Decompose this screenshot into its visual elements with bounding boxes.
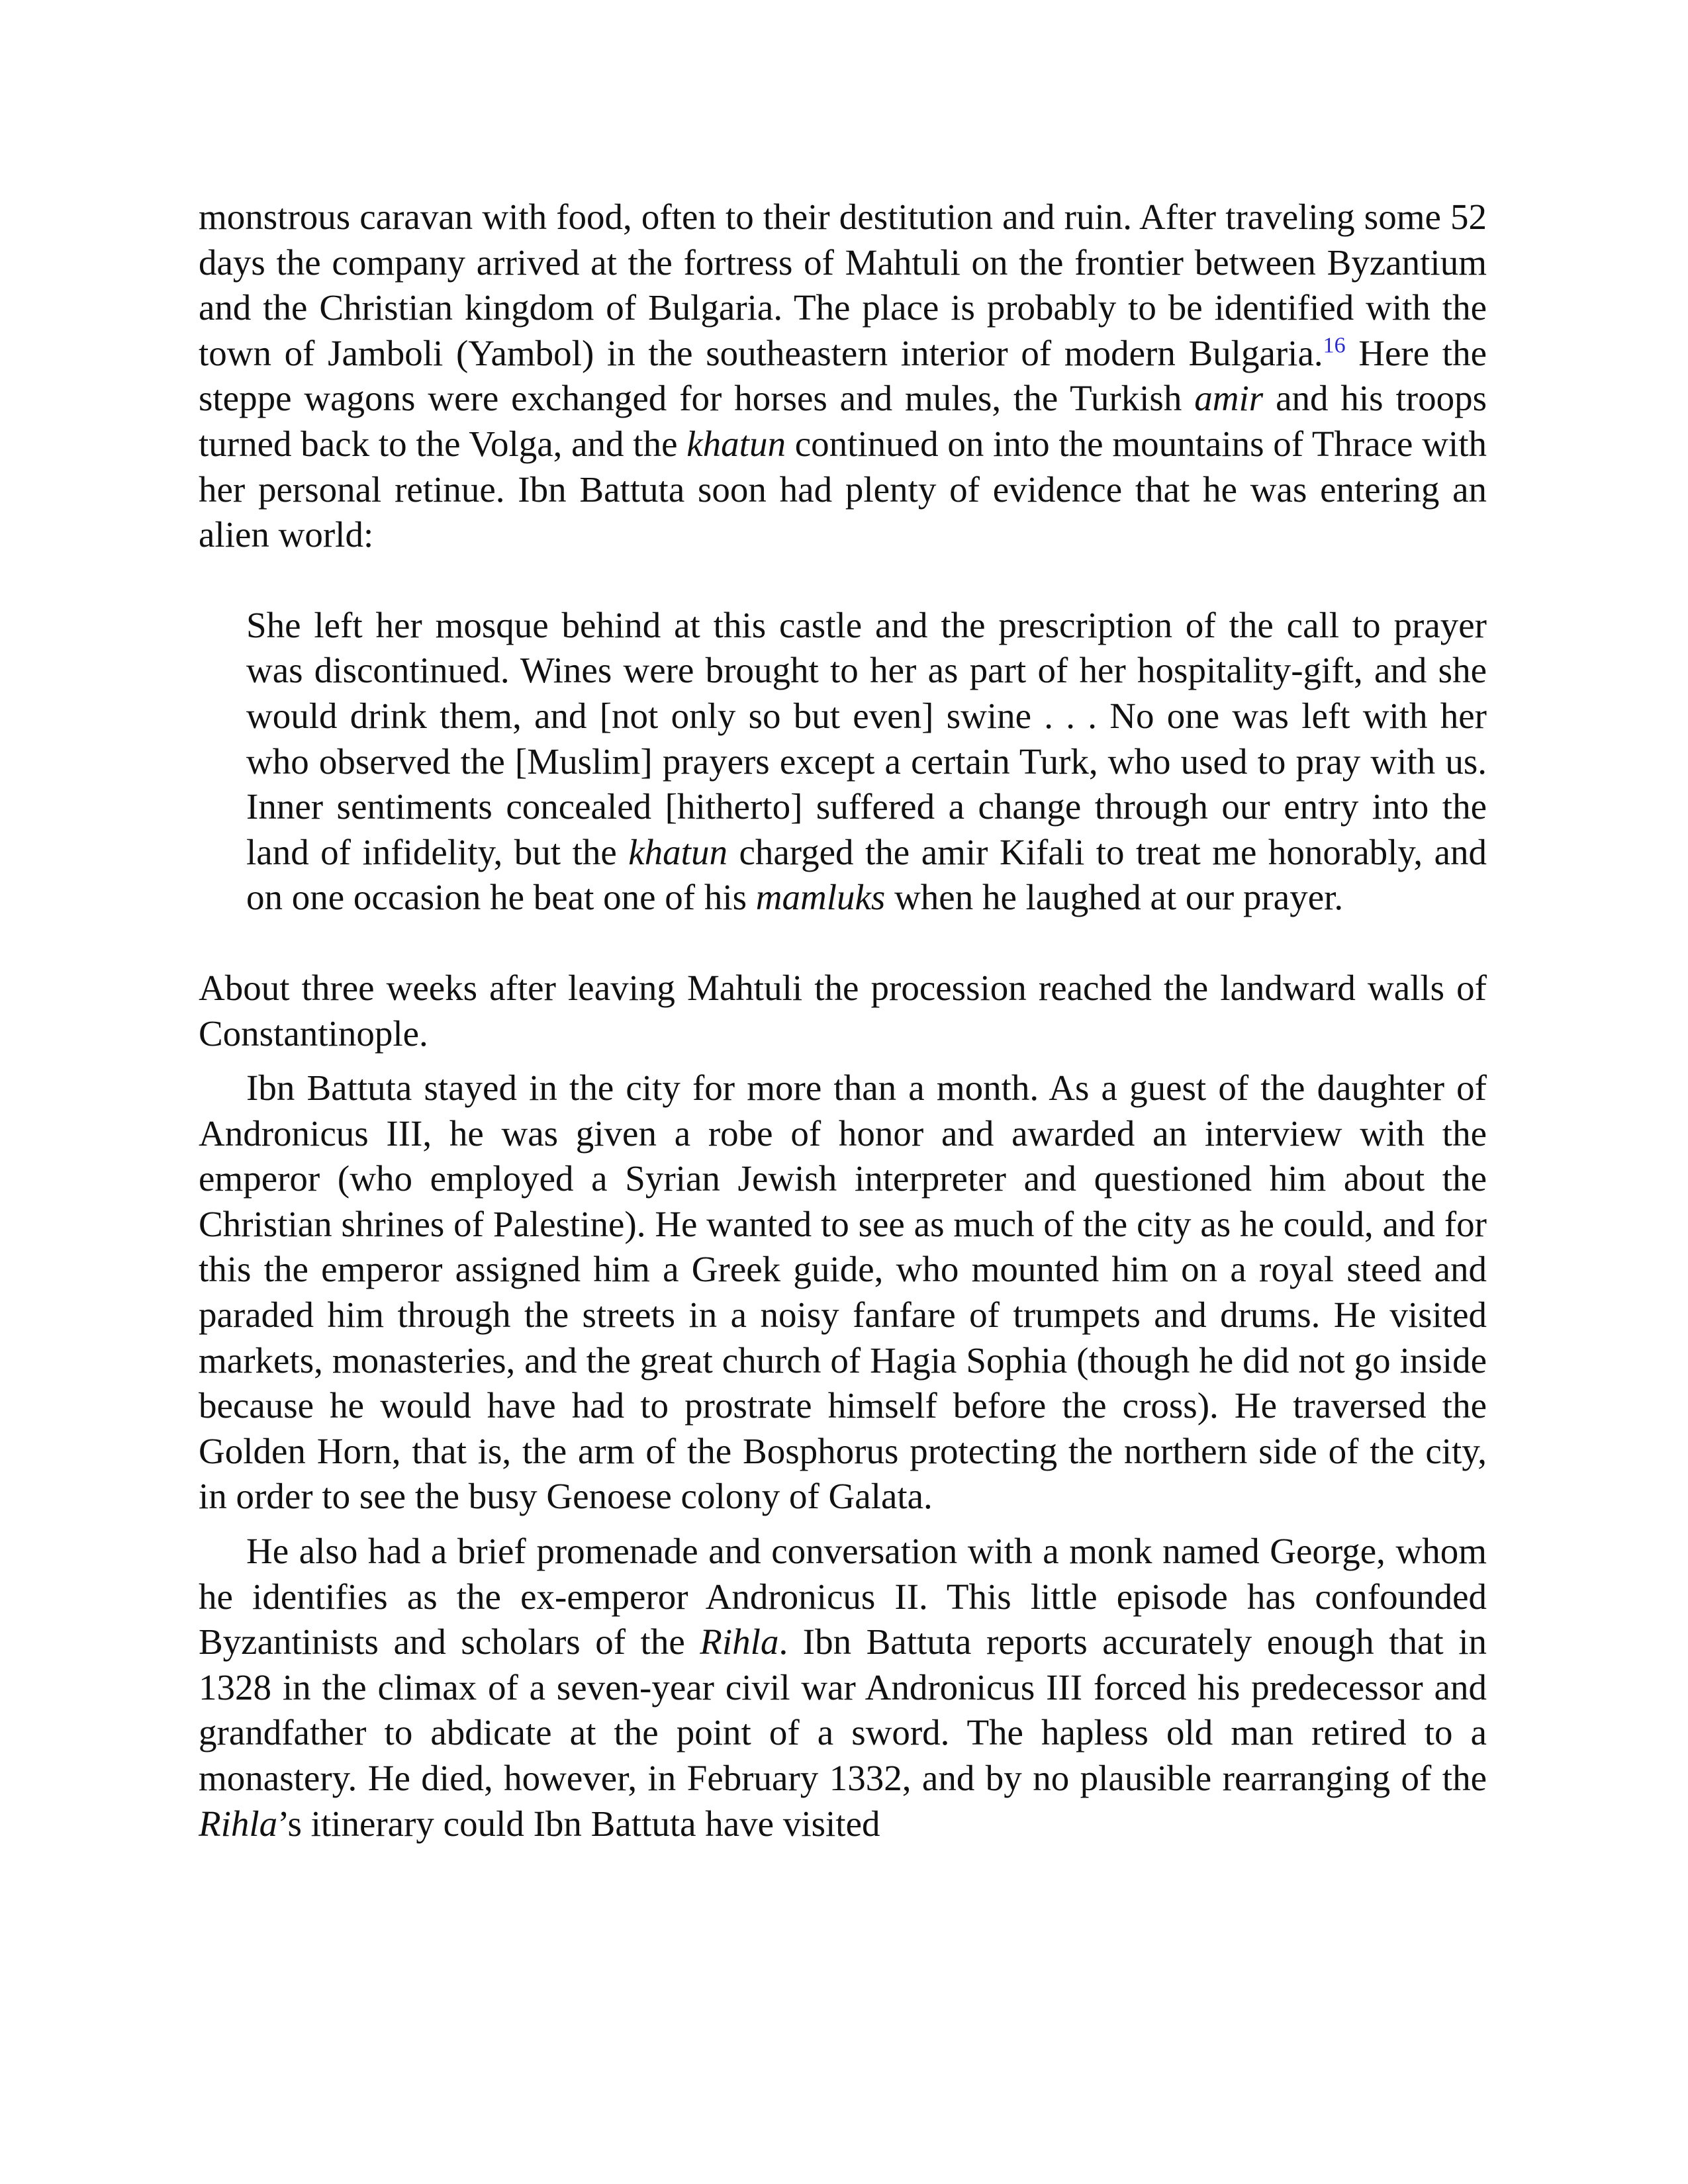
text-run: He also had a brief promenade and conversation with a monk named George, whom he identifies as the ex-emperor Andronicus II. This little episode has confounded Byzantinists and scholars of the: [199, 1531, 1487, 1662]
italic-term: mamluks: [755, 877, 886, 918]
paragraph-arrival: About three weeks after leaving Mahtuli the procession reached the landward walls of Constantinople.: [199, 967, 1487, 1054]
footnote-reference-link[interactable]: 16: [1323, 333, 1346, 358]
text-run: . Ibn Battuta reports accurately enough that in 1328 in the climax of a seven-year civil war Andronicus III forced his predecessor and grandfather to abdicate at the point of a sword. The hapless old man retired to a monastery. He died, however, in February 1332, and by no plausible rearranging of the: [199, 1621, 1487, 1798]
italic-term: khatun: [686, 423, 786, 464]
text-run: Here the steppe wagons were exchanged for horses and mules, the Turkish: [199, 332, 1487, 419]
paragraph-caravan: [199, 195, 1487, 558]
italic-term: Rihla: [700, 1621, 779, 1662]
text-run: ’s itinerary could Ibn Battuta have visited: [277, 1803, 880, 1844]
paragraph-andronicus: [199, 1529, 1487, 1846]
italic-term: khatun: [628, 831, 727, 872]
page-body: [199, 195, 1487, 1846]
block-quotation: [246, 603, 1487, 921]
text-run: continued on into the mountains of Thrace with her personal retinue. Ibn Battuta soon had plenty of evidence that he was entering an alien world:: [199, 423, 1487, 555]
text-run: when he laughed at our prayer.: [885, 877, 1344, 918]
italic-term: Rihla: [199, 1803, 278, 1844]
paragraph-constantinople-stay: Ibn Battuta stayed in the city for more than a month. As a guest of the daughter of Andronicus III, he was given a robe of honor and awarded an interview with the emperor (who employed a Syrian Jewish interpreter and questioned him about the Christian shrines of Palestine). He wanted to see as much of the city as he could, and for this the emperor assigned him a Greek guide, who mounted him on a royal steed and paraded him through the streets in a noisy fanfare of trumpets and drums. He visited markets, monasteries, and the great church of Hagia Sophia (though he did not go inside because he would have had to prostrate himself before the cross). He traversed the Golden Horn, that is, the arm of the Bosphorus protecting the northern side of the city, in order to see the busy Genoese colony of Galata.: [199, 1068, 1487, 1517]
text-run: monstrous caravan with food, often to their destitution and ruin. After traveling some 52 days the company arrived at the fortress of Mahtuli on the frontier between Byzantium and the Christian kingdom of Bulgaria. The place is probably to be identified with the town of Jamboli (Yambol) in the southeastern interior of modern Bulgaria.: [199, 197, 1487, 373]
text-run: She left her mosque behind at this castle and the prescription of the call to prayer was discontinued. Wines were brought to her as part of her hospitality-gift, and she would drink them, and [not only so but even] swine . . . No one was left with her who observed the [Muslim] prayers except a certain Turk, who used to pray with us. Inner sentiments concealed [hitherto] suffered a change through our entry into the land of infidelity, but the: [246, 604, 1487, 872]
text-run: and his troops turned back to the Volga, and the: [199, 378, 1487, 464]
italic-term: amir: [1194, 378, 1264, 419]
text-run: charged the amir Kifali to treat me honorably, and on one occasion he beat one of his: [246, 831, 1487, 918]
